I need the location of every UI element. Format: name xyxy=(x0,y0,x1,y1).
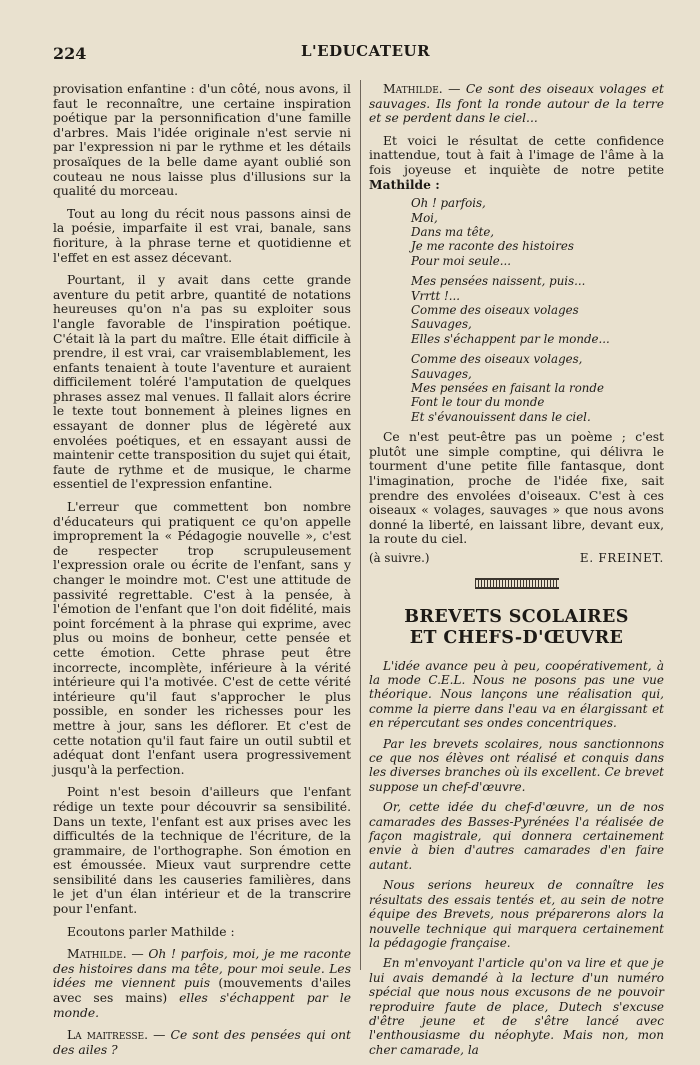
poem xyxy=(411,196,664,424)
dialogue-text: Ce sont des oiseaux volages et sauvages. Ils font la ronde autour de la terre et se perdent dans le ciel... xyxy=(369,82,664,126)
paragraph: Pourtant, il y avait dans cette grande aventure du petit arbre, quantité de notations heureuses qu'on n'a pas su exploiter sous l'angle favorable de l'inspiration poétique. C'était là la part du maître. Elle était difficile à prendre, il est vrai, car vraisemblablement, les enfants tenaient à toute l'aventure et auraient difficilement toléré l'amputation de quelques phrases assez mal venues. Il fallait alors écrire le texte tout bonnement à pleines lignes en essayant de donner plus de légèreté aux envolées poétiques, et en essayant aussi de maintenir cette transposition du sujet qui était, faute de rythme et de musique, le charme essentiel de l'expression enfantine. xyxy=(53,273,351,492)
paragraph: Ce n'est peut-être pas un poème ; c'est plutôt une simple comptine, qui délivra le tourment d'une petite fille fantasque, dont l'imagination, proche de l'idée fixe, sait prendre des envolées d'oiseaux. C'est à ces oiseaux « volages, sauvages » que nous avons donné la liberté, en laissant libre, devant eux, la route du ciel. xyxy=(369,430,664,547)
dash: — xyxy=(442,82,466,96)
speaker-name: La maitresse. xyxy=(67,1028,149,1043)
poem-line: Font le tour du monde xyxy=(411,395,545,410)
poem-line: Dans ma tête, xyxy=(411,224,495,239)
poem-stanza xyxy=(411,196,664,268)
poem-line: Vrrtt !... xyxy=(411,288,461,303)
section-heading xyxy=(369,607,664,649)
running-title: L'EDUCATEUR xyxy=(301,42,431,60)
section-body xyxy=(369,659,664,1058)
heading-line: ET CHEFS-D'ŒUVRE xyxy=(409,627,624,648)
dialogue-line xyxy=(53,947,351,1020)
paragraph: Par les brevets scolaires, nous sanctionnons ce que nos élèves ont réalisé et conquis dans les diverses branches où ils excellent. Ce brevet suppose un chef-d'œuvre. xyxy=(369,736,664,794)
right-column xyxy=(369,82,664,1063)
dialogue-text: Oh ! parfois, moi, je me raconte des histoires dans ma tête, pour moi seule. Les idées me viennent puis xyxy=(53,947,351,991)
dialogue-text: Ce sont des pensées qui ont des ailes ? xyxy=(53,1028,351,1057)
paragraph xyxy=(369,134,664,192)
dialogue-text: elles s'échappent par le monde. xyxy=(53,991,351,1020)
paragraph: En m'envoyant l'article qu'on va lire et que je lui avais demandé à la lecture d'un numéro spécial que nous nous excusons de ne pouvoir reproduire faute de place, Dutech s'excuse d'être jeune et de s'être lancé avec l'enthousiasme du néophyte. Mais non, mon cher camarade, la xyxy=(369,956,664,1057)
paragraph: Tout au long du récit nous passons ainsi de la poésie, imparfaite il est vrai, banale, sans fioriture, à la phrase terne et quotidienne et l'effet en est assez décevant. xyxy=(53,206,351,265)
poem-line: Je me raconte des histoires xyxy=(411,239,574,254)
poem-line: Pour moi seule... xyxy=(411,253,511,268)
page-number: 224 xyxy=(53,44,87,63)
poem-line: Mes pensées naissent, puis... xyxy=(411,274,586,289)
to-be-continued: (à suivre.) xyxy=(369,551,430,565)
speaker-name: Mathilde. xyxy=(67,947,127,962)
ornament-divider xyxy=(475,578,559,589)
dash: — xyxy=(126,947,149,962)
poem-stanza xyxy=(411,352,664,424)
intro-name: Mathilde : xyxy=(369,176,440,192)
paragraph: Ecoutons parler Mathilde : xyxy=(67,924,235,939)
signature-row xyxy=(369,551,664,566)
signature: E. FREINET. xyxy=(579,551,664,565)
speaker-name: Mathilde. xyxy=(383,82,443,96)
paragraph: Point n'est besoin d'ailleurs que l'enfant rédige un texte pour découvrir sa sensibilité. Dans un texte, l'enfant est aux prises avec les difficultés de la technique de l'écriture, de la grammaire, de l'orthographe. Son émotion en est émoussée. Mieux vaut surprendre cette sensibilité dans les causeries familières, dans le jet d'un élan intérieur et de la transcrire pour l'enfant. xyxy=(53,785,351,917)
poem-stanza xyxy=(411,274,664,346)
poem-line: Oh ! parfois, xyxy=(411,196,486,211)
dialogue-line xyxy=(53,1028,351,1057)
paragraph: Or, cette idée du chef-d'œuvre, un de nos camarades des Basses-Pyrénées l'a réalisée de façon magistrale, qui donnera certainement envie à bien d'autres camarades d'en faire autant. xyxy=(369,800,664,872)
poem-line: Mes pensées en faisant la ronde xyxy=(411,381,604,396)
poem-line: Sauvages, xyxy=(411,366,472,381)
paragraph: L'idée avance peu à peu, coopérativement, à la mode C.E.L. Nous ne posons pas une vue théorique. Nous lançons une réalisation qui, comme la pierre dans l'eau va en élargissant et en répercutant ses ondes concentriques. xyxy=(369,658,664,731)
paragraph: provisation enfantine : d'un côté, nous avons, il faut le reconnaître, une certaine inspiration poétique par la personnification d'une famille d'arbres. Mais l'idée originale n'est servie ni par l'expression ni par le rythme et les détails prosaïques de la belle dame ayant oublié son couteau ne nous laisse plus d'illusions sur la qualité du morceau. xyxy=(53,82,351,199)
poem-line: Sauvages, xyxy=(411,317,472,332)
paragraph: Nous serions heureux de connaître les résultats des essais tentés et, au sein de notre équipe des Brevets, nous préparerons alors la nouvelle technique qui marquera certainement la pédagogie française. xyxy=(369,878,664,950)
stage-direction: (mouvements d'ailes avec ses mains) xyxy=(53,976,351,1006)
column-divider xyxy=(360,80,361,970)
dialogue-line xyxy=(369,82,664,126)
heading-line: BREVETS SCOLAIRES xyxy=(404,606,629,627)
poem-line: Et s'évanouissent dans le ciel. xyxy=(411,409,591,424)
poem-line: Comme des oiseaux volages xyxy=(411,303,579,317)
dash: — xyxy=(148,1028,171,1043)
paragraph: L'erreur que commettent bon nombre d'éducateurs qui pratiquent ce qu'on appelle improprement la « Pédagogie nouvelle », c'est de respecter trop scrupuleusement l'expression orale ou écrite de l'enfant, sans y changer le moindre mot. C'est une attitude de passivité regrettable. C'est à la pensée, à l'émotion de l'enfant que l'on doit fidélité, mais point forcément à la phrase qui exprime, avec plus ou moins de bonheur, cette pensée et cette émotion. Cette phrase peut être incorrecte, incomplète, inférieure à la vérité intérieure qui l'a motivée. C'est de cette vérité intérieure qu'il faut s'approcher le plus possible, en sonder les richesses pour les mettre à jour, sans les déflorer. Et c'est de cette notation qu'il faut faire un outil subtil et adéquat dont l'enfant usera progressivement jusqu'à la perfection. xyxy=(53,500,351,777)
intro-text: Et voici le résultat de cette confidence inattendue, tout à fait à l'image de l'âme à la fois joyeuse et inquiète de notre petite xyxy=(369,133,664,177)
poem-line: Moi, xyxy=(411,210,438,225)
left-column xyxy=(53,82,351,1065)
poem-line: Comme des oiseaux volages, xyxy=(411,352,583,367)
poem-line: Elles s'échappent par le monde... xyxy=(411,331,610,346)
